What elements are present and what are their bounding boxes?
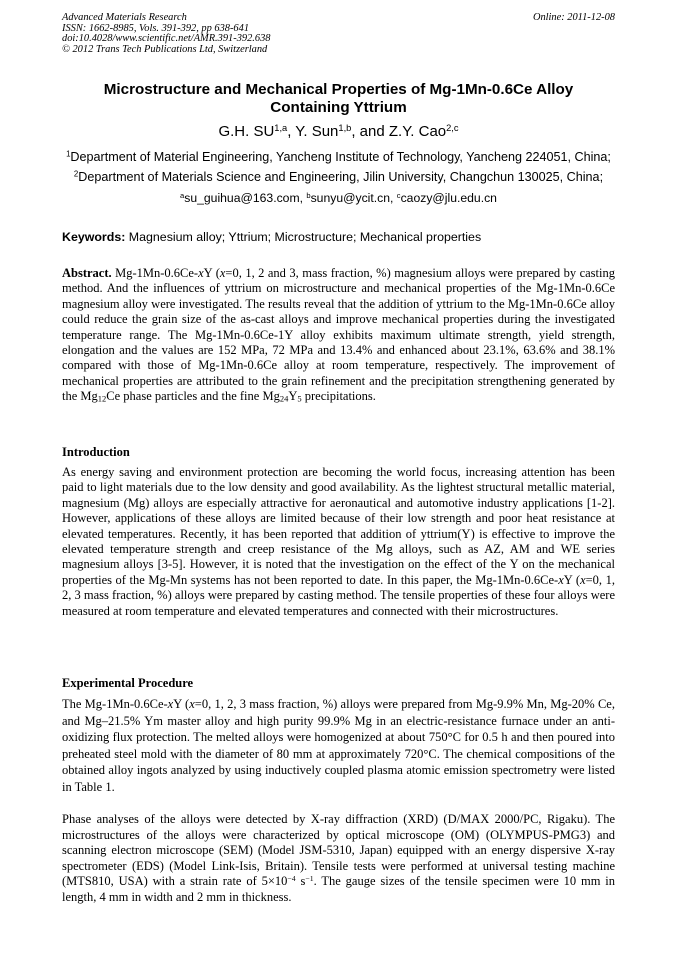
email-link[interactable]: caozy@jlu.edu.cn [400, 191, 497, 205]
affiliation-text: Department of Material Engineering, Yancheng Institute of Technology, Yancheng 224051, China; [70, 150, 611, 164]
keywords-label: Keywords: [62, 230, 126, 244]
email-link[interactable]: su_guihua@163.com, [184, 191, 307, 205]
email-mark: c [396, 190, 401, 200]
author-name: Y. Sun [295, 123, 339, 140]
title-line-2: Containing Yttrium [270, 99, 407, 116]
experimental-paragraph-1 [62, 696, 615, 796]
author-affiliation-mark: 1,b [338, 122, 352, 133]
journal-header [62, 13, 615, 55]
author-list [62, 123, 615, 141]
introduction-heading: Introduction [62, 445, 130, 459]
online-date: Online: 2011-12-08 [532, 12, 615, 23]
author-affiliation-mark: 1,a [274, 122, 288, 133]
issn-line: ISSN: 1662-8985, Vols. 391-392, pp 638-641 [62, 22, 250, 34]
author-emails [52, 191, 625, 206]
paper-title [62, 81, 615, 117]
intro-var: x [580, 572, 586, 587]
intro-text: As energy saving and environment protection are becoming the world focus, increasing attention has been paid to light materials due to the low density and good availability. As the lightest structural metallic material, magnesium (Mg) alloys are especially attractive for aeronautical and automotive industry applications [1-2]. However, applications of these alloys are limited because of their low strength and poor heat resistance at elevated temperatures. Recently, it has been reported that addition of yttrium(Y) is effective to improve the elevated temperature strength and creep resistance of the Mg alloys, such as AZ, AM and WE series magnesium alloys [3-5]. However, it is noted that the investigation on the effect of the Y on the mechanical properties of the Mg-Mn systems has not been reported to date. In this paper, the Mg-1Mn-0.6Ce- [62, 465, 615, 587]
keywords-line [62, 230, 615, 245]
author-separator: , [287, 123, 296, 140]
exp-var: x [167, 697, 174, 711]
title-line-1: Microstructure and Mechanical Properties of Mg-1Mn-0.6Ce Alloy [103, 81, 574, 98]
exp-text: s [295, 874, 306, 889]
exp-superscript: −4 [287, 874, 296, 884]
affiliation-number: 1 [66, 149, 71, 159]
exp-text: . The gauge sizes of the tensile specimen were 10 mm in length, 4 mm in width and 2 mm in thickness. [62, 874, 615, 904]
abstract [62, 266, 615, 405]
exp-text: =0, 1, 2, 3 mass fraction, %) alloys were prepared from Mg-9.9% Mn, Mg-20% Ce, and Mg–21.5% Ym master alloy and high purity 99.9% Mg in an electric-resistance furnace under an anti-oxidizing flux protection. The melted alloys were homogenized at about 750°C for 0.5 h and then poured into preheated steel mold with the diameter of 80 mm at approximately 720°C. The chemical compositions of the obtained alloy ingots analyzed by using inductively coupled plasma atomic emission spectrometry were listed in Table 1. [62, 697, 615, 794]
intro-var: x [558, 572, 564, 587]
affiliation-text: Department of Materials Science and Engineering, Jilin University, Changchun 130025, China; [78, 170, 604, 184]
experimental-heading: Experimental Procedure [62, 676, 194, 690]
affiliation-2 [52, 170, 625, 185]
abstract-label: Abstract. [62, 266, 112, 280]
exp-text: Y ( [173, 697, 190, 711]
abstract-text: Mg-1Mn-0.6Ce- [111, 266, 199, 280]
copyright-line: © 2012 Trans Tech Publications Ltd, Switzerland [62, 43, 268, 55]
author-affiliation-mark: 2,c [446, 122, 459, 133]
abstract-subscript: 24 [279, 393, 289, 404]
abstract-text: =0, 1, 2 and 3, mass fraction, %) magnesium alloys were prepared by casting method. And the influences of yttrium on microstructure and mechanical properties of the Mg-1Mn-0.6Ce magnesium alloy were investigated. The results reveal that the addition of yttrium to the Mg-1Mn-0.6Ce alloy could reduce the grain size of the as-cast alloys and improve mechanical properties during the investigated temperature range. The Mg-1Mn-0.6Ce-1Y alloy exhibits maximum ultimate strength, yield strength, elongation and the values are 152 MPa, 72 MPa and 13.4% and enhanced about 23.1%, 63.6% and 38.1% compared with those of Mg-1Mn-0.6Ce alloy at room temperature, respectively. The improvement of mechanical properties are attributed to the grain refinement and the precipitation strengthening generated by the Mg [62, 266, 615, 404]
keywords-text: Magnesium alloy; Yttrium; Microstructure; Mechanical properties [125, 230, 482, 244]
author-name: Z.Y. Cao [388, 123, 447, 140]
exp-text: Phase analyses of the alloys were detected by X-ray diffraction (XRD) (D/MAX 2000/PC, Rigaku). The microstructures of the alloys were characterized by optical microscope (OM) (OLYMPUS-PMG3) and scanning electron microscope (SEM) (Model JSM-5310, Japan) equipped with an energy dispersive X-ray spectrometer (EDS) (Model Link-Isis, Britain). Tensile tests were performed at universal testing machine (MTS810, USA) with a strain rate of 5×10 [62, 812, 615, 889]
intro-text: Y ( [563, 572, 581, 587]
author-name: G.H. SU [218, 123, 275, 140]
email-link[interactable]: sunyu@ycit.cn, [310, 191, 397, 205]
experimental-paragraph-2 [62, 812, 615, 906]
intro-text: =0, 1, 2, 3 mass fraction, %) alloys were prepared by casting method. The tensile properties of these four alloys were measured at room temperature and elevated temperatures and connected with their microstructures. [62, 572, 615, 618]
author-separator: , and [351, 123, 389, 140]
abstract-text: Y [288, 389, 298, 404]
affiliation-1 [52, 150, 625, 165]
introduction-body [62, 465, 615, 619]
email-mark: b [306, 190, 311, 200]
exp-var: x [189, 697, 195, 711]
abstract-var: x [219, 266, 226, 280]
abstract-var: x [198, 266, 204, 280]
abstract-text: Y ( [203, 266, 220, 280]
abstract-text: Ce phase particles and the fine Mg [106, 389, 280, 404]
abstract-subscript: 5 [297, 393, 302, 404]
abstract-subscript: 12 [97, 393, 107, 404]
email-mark: a [180, 190, 185, 200]
doi-line[interactable]: doi:10.4028/www.scientific.net/AMR.391-392.638 [62, 33, 271, 45]
journal-name: Advanced Materials Research [62, 12, 187, 23]
exp-text: The Mg-1Mn-0.6Ce- [62, 697, 168, 711]
exp-superscript: −1 [305, 874, 314, 884]
abstract-text: precipitations. [301, 389, 376, 404]
affiliation-number: 2 [73, 169, 79, 179]
